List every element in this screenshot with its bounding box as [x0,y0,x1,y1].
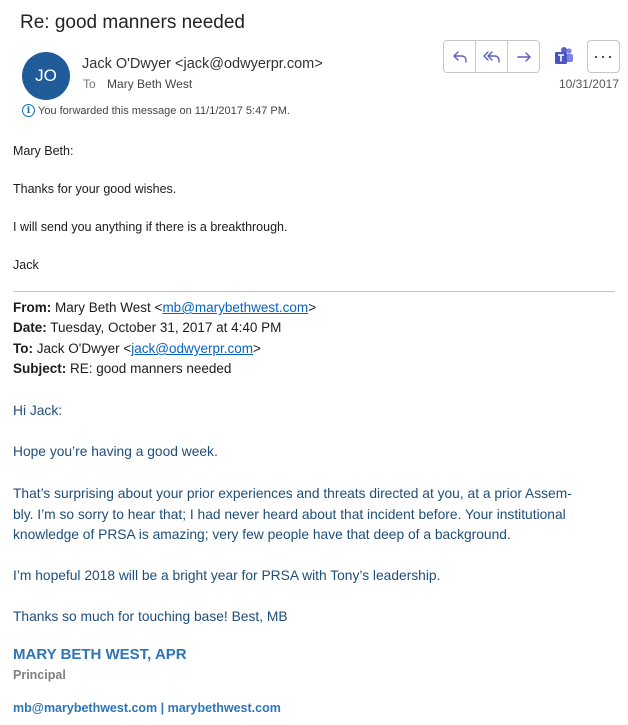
reply-all-button[interactable] [476,41,508,72]
quoted-paragraph: knowledge of PRSA is amazing; very few people have that deep of a background. [13,527,511,542]
quoted-paragraph: I’m hopeful 2018 will be a bright year for PRSA with Tony’s leadership. [13,568,441,583]
quoted-paragraph: Thanks so much for touching base! Best, MB [13,609,288,624]
quote-divider [13,291,615,292]
reply-signoff: Jack [13,258,39,272]
more-icon: ··· [593,46,614,66]
signature-links[interactable]: mb@marybethwest.com | marybethwest.com [13,701,281,715]
date-label: Date: [13,320,47,335]
sender-avatar[interactable] [22,52,70,100]
subject-label: Subject: [13,361,67,376]
reply-line: Thanks for your good wishes. [13,182,177,196]
avatar-initials: JO [35,66,57,85]
sender-name[interactable]: Jack O'Dwyer <jack@odwyerpr.com> [82,56,323,72]
quoted-subject-value: RE: good manners needed [70,361,232,376]
quoted-subject-row [13,361,231,376]
forward-icon [515,48,533,66]
quoted-to-row [13,341,261,356]
reply-actions-group [443,40,540,73]
reply-greeting: Mary Beth: [13,144,74,158]
reply-icon [451,48,469,66]
reply-button[interactable] [444,41,476,72]
recipient-name[interactable]: Mary Beth West [107,77,193,91]
forward-note-text: You forwarded this message on 11/1/2017 5:47 PM. [38,104,290,117]
teams-button[interactable] [548,40,580,72]
quoted-to-name: Jack O'Dwyer < [36,341,132,356]
quoted-to-close: > [253,341,261,356]
info-icon: i [22,104,35,117]
teams-icon [553,45,575,67]
to-label: To [83,77,96,91]
quoted-date-row [13,320,281,335]
quoted-from-email-link[interactable]: mb@marybethwest.com [162,300,309,315]
forward-info [22,104,290,117]
quoted-paragraph: That’s surprising about your prior experiences and threats directed at you, at a prior Assem- [13,486,572,501]
signature-title: Principal [13,668,66,682]
quoted-from-name: Mary Beth West < [55,300,163,315]
quoted-from-close: > [308,300,317,315]
quoted-to-email-link[interactable]: jack@odwyerpr.com [131,341,253,356]
reply-line: I will send you anything if there is a breakthrough. [13,220,288,234]
quoted-from-row [13,300,316,315]
quoted-date-value: Tuesday, October 31, 2017 at 4:40 PM [50,320,282,335]
signature-name: MARY BETH WEST, APR [13,646,187,663]
quoted-paragraph: bly. I’m so sorry to hear that; I had never heard about that incident before. Your institutional [13,507,566,522]
message-date: 10/31/2017 [558,77,619,91]
quoted-greeting: Hi Jack: [13,403,63,418]
to-header-label: To: [13,341,33,356]
recipient-row [83,77,192,91]
quoted-paragraph: Hope you’re having a good week. [13,444,218,459]
forward-button[interactable] [508,41,539,72]
from-label: From: [13,300,52,315]
more-actions-button[interactable] [587,40,620,73]
reply-all-icon [482,48,502,66]
message-subject: Re: good manners needed [20,12,245,33]
